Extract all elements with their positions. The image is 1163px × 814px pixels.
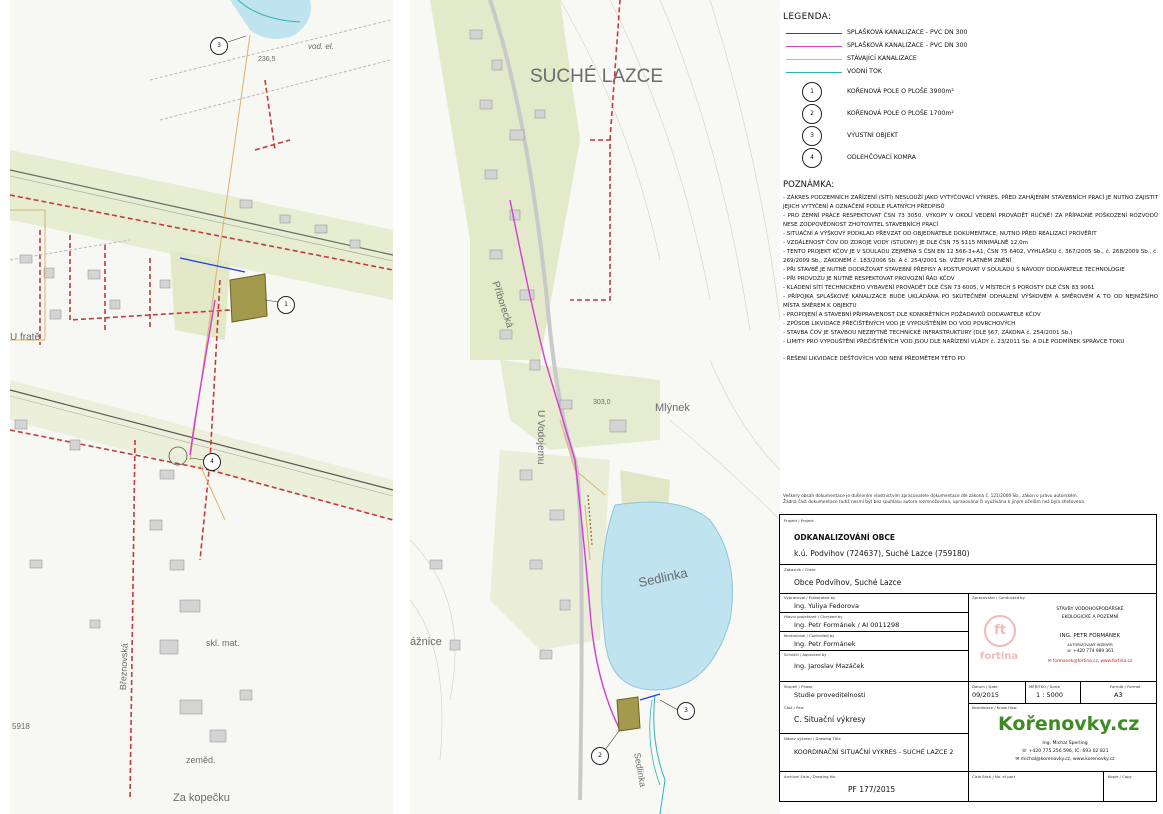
map-label-aznice: ážnice — [410, 636, 442, 648]
scale-caption: MĚŘÍTKO / Scale — [1029, 684, 1060, 689]
legend-circle: 1 — [802, 82, 822, 102]
date-value: 09/2015 — [972, 691, 1000, 699]
legend-symbol-4 — [783, 147, 1158, 169]
map-label-sedlinka-pond: Sedlinka — [636, 564, 689, 591]
date-caption: Datum / Date — [972, 684, 998, 689]
korenovky-logo: Kořenovky.cz — [998, 713, 1140, 735]
map-label-mlynek: Mlýnek — [655, 402, 690, 414]
format-value: A3 — [1114, 691, 1123, 699]
project-subtitle: k.ú. Podvihov (724637), Suché Lazce (759180) — [794, 549, 970, 558]
copyright-line: Žádná část dokumentace tudíž nesmí být bez souhlasu autora rozmnožována, upravována či využívána k jiným účelům než byla zhotovena. — [783, 500, 1086, 505]
legend-title: LEGENDA: — [783, 12, 832, 22]
map-label-u-frate: U fratě — [10, 332, 41, 343]
archive-caption: Archivní číslo / Drawing No. — [784, 774, 837, 779]
map-label-skl-mat: skl. mat. — [206, 638, 240, 648]
map-label-elevation-303: 303,0 — [593, 399, 611, 406]
legend-circle: 4 — [802, 148, 822, 168]
consultant-line: ING. PETR FORMÁNEK — [1059, 633, 1121, 639]
consultant-line: ☏ +420 774 989 361 — [1066, 649, 1114, 654]
scale-value: 1 : 5000 — [1036, 691, 1063, 699]
map-label-sedlinka-stream: Sedlinka — [632, 752, 648, 788]
archive-value: PF 177/2015 — [848, 785, 896, 794]
legend-line-swatch — [786, 72, 842, 73]
map-left-drawing — [10, 0, 393, 814]
callout-3-left: 3 — [210, 37, 228, 55]
consultant-line: STAVBY VODOHOSPODÁŘSKÉ — [1056, 607, 1124, 612]
legend-line-swatch — [786, 59, 842, 60]
tb-divider — [1025, 681, 1026, 703]
tb-divider — [1080, 681, 1081, 703]
note-item: - PŘÍPOJKA SPLAŠKOVÉ KANALIZACE BUDE UKLÁDÁNA PO SKUTEČNÉM ODHALENÍ VÝŠKOVÉM A SMĚROVÉM A TO OD NEJNIŽŠÍHO MÍSTA SMĚREM K OBJEKTU — [783, 294, 1158, 309]
copyright-notice — [783, 494, 1158, 506]
legend-symbol-1 — [783, 81, 1158, 103]
part-caption: Část / Part — [784, 705, 804, 710]
controlled-name: Ing. Petr Formánek — [794, 640, 856, 648]
callout-3-right: 3 — [677, 702, 695, 720]
tb-divider — [780, 631, 968, 632]
fortina-logo-text: fortina — [979, 651, 1019, 662]
approved-caption: Schválil / Approved by — [784, 652, 827, 657]
map-label-vod-el: vod. el. — [308, 42, 334, 51]
legend-label: SPLAŠKOVÁ KANALIZACE - PVC DN 300 — [847, 29, 968, 36]
controlled-caption: Kontroloval / Controlled by — [784, 633, 835, 638]
legend-row-sewer-blue — [783, 27, 1158, 40]
checked-caption: Hlavní projektant / Checked by — [784, 614, 843, 619]
map-label-zemed: zeměd. — [186, 755, 216, 765]
tb-divider — [780, 564, 1156, 565]
title-block — [779, 514, 1157, 802]
elaborated-caption: Vypracoval / Elaborated by — [784, 595, 836, 600]
legend-label: KOŘENOVÁ POLE O PLOŠE 3900m² — [847, 88, 954, 95]
consultant-line: ✉ formanek@fortina.cz, www.fortina.cz — [1047, 659, 1133, 664]
map-left — [10, 0, 393, 814]
note-item: - ZÁKRES PODZEMNÍCH ZAŘÍZENÍ (SÍTÍ) NESLOUŽÍ JAKO VYTYČOVACÍ VÝKRES. PŘED ZAHÁJENÍM STAVEBNÍCH PRACÍ JE NUTNO ZAJISTIT JEJICH VYTYČENÍ A OZNAČENÍ PODLE PLATNÝCH PŘEDPISŮ — [783, 195, 1158, 210]
tb-divider — [968, 593, 969, 771]
legend-row-watercourse — [783, 66, 1158, 79]
legend-label: STÁVAJÍCÍ KANALIZACE — [847, 55, 917, 62]
project-title: ODKANALIZOVÁNÍ OBCE — [794, 533, 895, 542]
fortina-logo — [975, 613, 1023, 677]
map-label-priborecka: Příborecká — [489, 280, 515, 330]
knowhow-caption: Koordinace / Know How — [972, 705, 1017, 710]
consultant-line: EKOLOGICKÉ A POZEMNÍ — [1061, 615, 1119, 620]
note-item: - PŘI STAVBĚ JE NUTNÉ DODRŽOVAT STAVEBNÍ PŘEPISY A POSTUPOVAT V SOULADU S NÁVODY DODAVATELE TECHNOLOGIE — [783, 267, 1125, 273]
legend-symbol-2 — [783, 103, 1158, 125]
tb-divider — [968, 771, 969, 801]
map-label-breznovska: Březnovská — [118, 642, 130, 691]
copyright-line: Veškerý obsah dokumentace je duševním vlastnictvím zpracovatele dokumentace dle zákona č. 121/2000 Sb., zákon o právu autorském. — [783, 494, 1078, 499]
legend-label: VÝUSTNÍ OBJEKT — [847, 132, 898, 139]
consultant-line: AUTORIZOVANÝ INŽENÝR — [1067, 643, 1113, 647]
legend-row-existing-sewer — [783, 53, 1158, 66]
project-caption: Projekt / Project — [784, 518, 814, 523]
copy-caption: Kopie / Copy — [1108, 774, 1132, 779]
legend-label: KOŘENOVÁ POLE O PLOŠE 1700m² — [847, 110, 954, 117]
legend-label: VODNÍ TOK — [847, 68, 882, 75]
drawing-title-caption: Název výkresu / Drawing Title — [784, 736, 841, 741]
note-item: - KLADENÍ SÍTÍ TECHNICKÉHO VYBAVENÍ PROVÁDĚT DLE ČSN 73 6005, V MÍSTECH S POROSTY DLE ČSN 83 9061 — [783, 285, 1095, 291]
knowhow-line: ☏ +420 775 256 596, IČ: 693 02 821 — [1021, 749, 1109, 754]
tb-divider — [780, 650, 968, 651]
legend-row-sewer-magenta — [783, 40, 1158, 53]
note-item: - PRO ZEMNÍ PRÁCE RESPEKTOVAT ČSN 73 3050. VÝKOPY V OKOLÍ VEDENÍ PROVÁDĚT RUČNĚ! ZA PŘÍPADNÉ POŠKOZENÍ ROZVODŮ NESE ZODPOVĚDNOST ZHOTOVITEL STAVEBNÍCH PRACÍ — [783, 213, 1158, 228]
note-item: - SITUAČNÍ A VÝŠKOVÝ PODKLAD PŘEVZAT OD OBJEDNATELE DOKUMENTACE, NUTNO PŘED REALIZACÍ PROVĚŘIT — [783, 231, 1097, 237]
callout-1: 1 — [277, 296, 295, 314]
legend-circle: 2 — [802, 104, 822, 124]
map-right — [410, 0, 780, 814]
note-item: - PŘI PROVOZU JE NUTNÉ RESPEKTOVAT PROVOZNÍ ŘÁD KČOV — [783, 276, 955, 282]
notes — [783, 180, 1158, 364]
map-label-5918: 5918 — [12, 722, 30, 731]
tb-divider — [780, 733, 968, 734]
legend-circle: 3 — [802, 126, 822, 146]
map-label-u-vodojemu: U Vodojemu — [535, 410, 546, 465]
note-item: - TENTO PROJEKT KČOV JE V SOULADU ZEJMÉNA S ČSN EN 12 566-3+A1, ČSN 75 6402, VYHLÁŠKU č. 367/2005 Sb., č. 268/2009 Sb., č. 269/2009 Sb., ZÁKONEM č. 183/2006 Sb. A č. 254/2001 Sb. VŽDY PLATNÉM ZNĚNÍ — [783, 249, 1158, 264]
fortina-logo-mark: ft — [984, 615, 1016, 647]
client-caption: Zákazník / Client — [784, 567, 816, 572]
legend — [783, 12, 1158, 169]
note-item: - PROPOJENÍ A STAVEBNÍ PŘIPRAVENOST DLE KONKRÉTNÍCH POŽADAVKŮ DODAVATELE KČOV — [783, 312, 1041, 318]
checked-name: Ing. Petr Formánek / AI 0011298 — [794, 621, 900, 629]
tb-divider — [780, 612, 968, 613]
map-right-drawing — [410, 0, 780, 814]
elaborated-name: Ing. Yuliya Fedorova — [794, 602, 859, 610]
map-label-elevation: 236,5 — [258, 56, 276, 63]
note-item: - ZPŮSOB LIKVIDACE PŘEČIŠTĚNÝCH VOD JE VYPOUŠTĚNÍM DO VOD POVRCHOVÝCH — [783, 321, 1016, 327]
legend-symbol-3 — [783, 125, 1158, 147]
format-caption: Formát / Format — [1110, 684, 1141, 689]
legend-label: ODLEHČOVACÍ KOMRA — [847, 154, 917, 161]
callout-2: 2 — [591, 747, 609, 765]
knowhow-line: Ing. Michal Šperling — [1042, 741, 1088, 746]
part-value: C. Situační výkresy — [794, 715, 866, 724]
note-item: - STAVBA ČOV JE STAVBOU NEZBYTNÉ TECHNICKÉ INFRASTRUKTURY (DLE §67, ZÁKONA č. 254/2001 Sb.) — [783, 330, 1073, 336]
note-item: - LIMITY PRO VYPOUŠTĚNÍ PŘEČIŠTĚNÝCH VOD JSOU DLE NAŘÍZENÍ VLÁDY č. 23/2011 Sb. A DLE PODMÍNEK SPRÁVCE TOKU — [783, 339, 1125, 345]
phase-value: Studie proveditelnosti — [794, 691, 866, 699]
legend-line-swatch — [786, 33, 842, 34]
note-item: - ŘEŠENÍ LIKVIDACE DEŠŤOVÝCH VOD NENÍ PŘEDMĚTEM TÉTO PD — [783, 356, 966, 362]
note-item: - VZDÁLENOST ČOV OD ZDROJE VODY (STUDNY) JE DLE ČSN 75 5115 MINIMÁLNĚ 12,0m — [783, 240, 1029, 246]
approved-name: Ing. Jaroslav Mazáček — [794, 662, 865, 670]
tb-divider — [1103, 771, 1104, 801]
notes-title: POZNÁMKA: — [783, 180, 835, 190]
client-name: Obce Podvihov, Suché Lazce — [794, 578, 902, 587]
knowhow-line: ✉ michal@korenovky.cz, www.korenovky.cz — [1015, 757, 1115, 762]
tb-divider — [968, 703, 1156, 704]
legend-label: SPLAŠKOVÁ KANALIZACE - PVC DN 300 — [847, 42, 968, 49]
partno-caption: Číslo části / No. of part — [972, 774, 1016, 779]
callout-4: 4 — [203, 453, 221, 471]
map-label-suche-lazce: SUCHÉ LAZCE — [530, 66, 664, 87]
phase-caption: Stupeň / Phase — [784, 684, 813, 689]
legend-line-swatch — [786, 46, 842, 47]
drawing-title-value: KOORDINAČNÍ SITUAČNÍ VÝKRES - SUCHÉ LAZCE 2 — [794, 749, 954, 756]
consultant-caption: Zpracovatel / Conducted by — [972, 595, 1025, 600]
map-label-za-kopecku: Za kopečku — [173, 792, 230, 804]
